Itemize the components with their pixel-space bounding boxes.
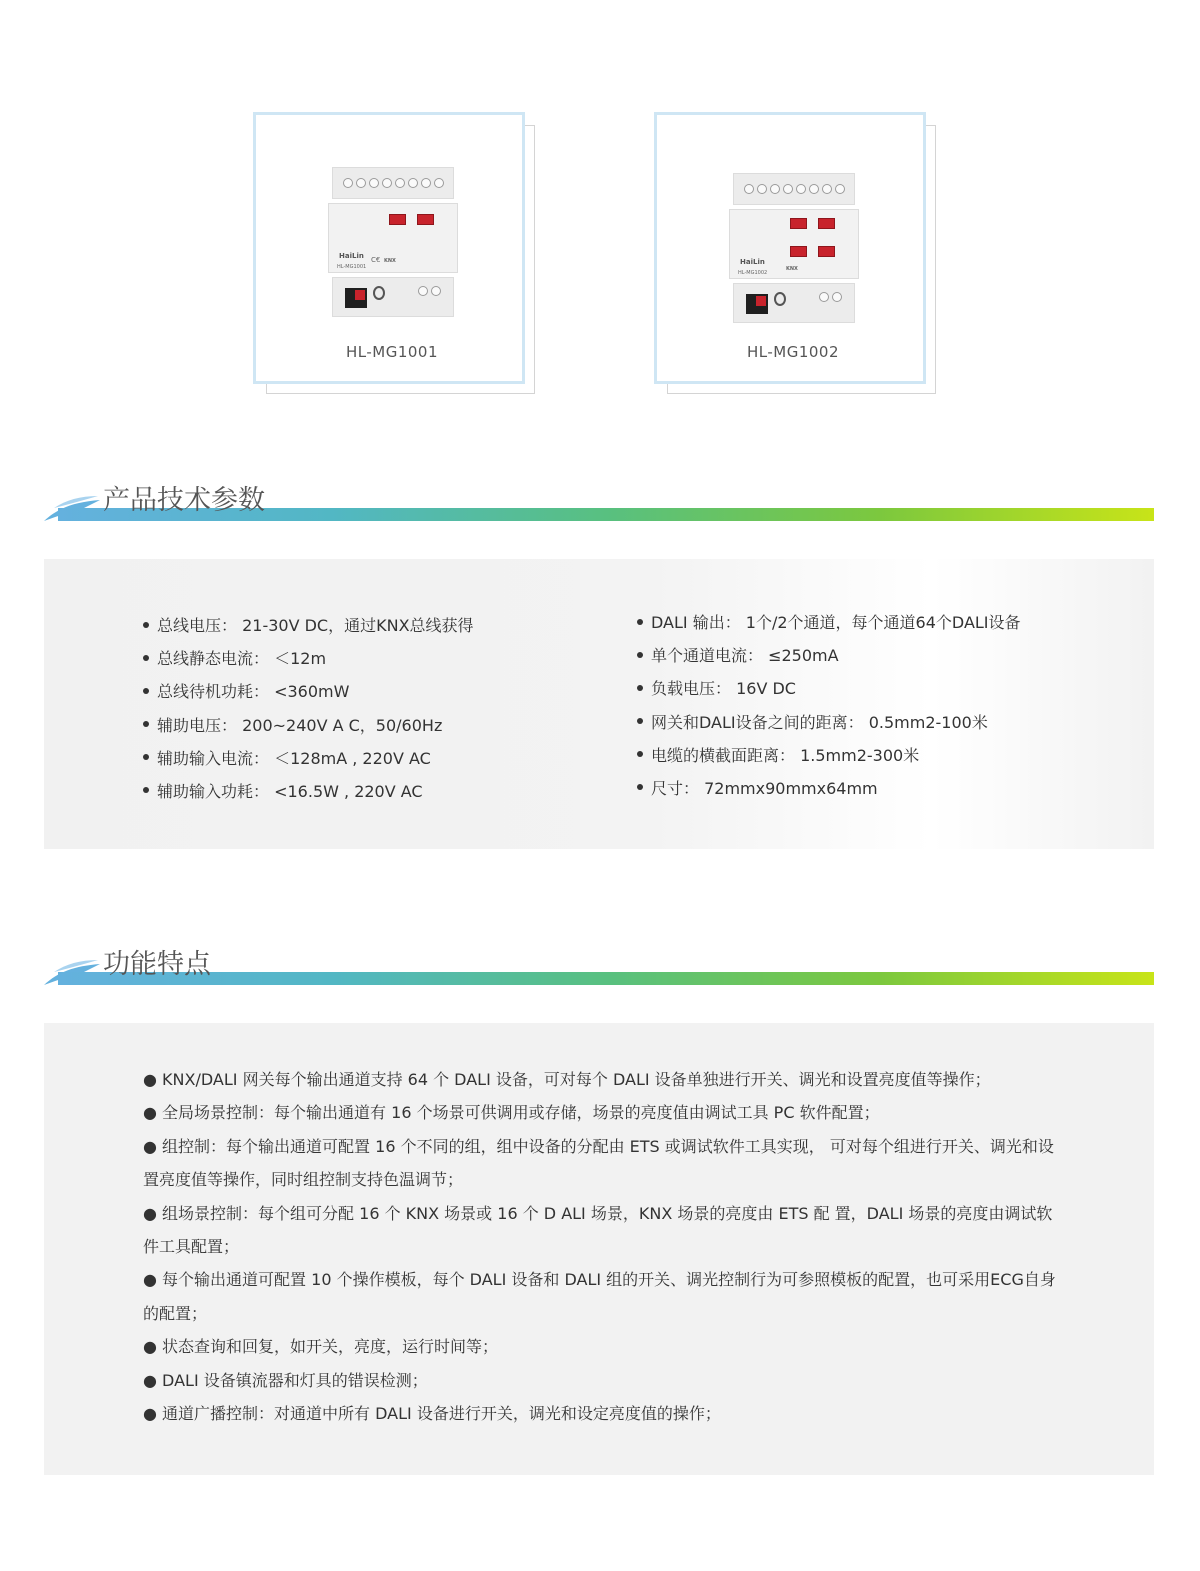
device-test-button-1 <box>790 218 807 229</box>
bullet-icon <box>637 718 643 724</box>
bullet-icon <box>637 751 643 757</box>
device-reset-button <box>417 214 434 225</box>
feature-item: ● 组控制：每个输出通道可配置 16 个不同的组，组中设备的分配由 ETS 或调试软件工具实现， 可对每个组进行开关、调光和设置亮度值等操作，同时组控制支持色温调节； <box>143 1136 1054 1190</box>
section-title: 功能特点 <box>103 949 211 980</box>
knx-logo-icon: KNX <box>786 266 798 272</box>
device-reset-button-1 <box>818 218 835 229</box>
device-top-terminals <box>733 173 855 205</box>
device-top-terminals <box>332 167 454 199</box>
device-test-button-2 <box>790 246 807 257</box>
specs-panel <box>44 559 1154 849</box>
spec-item: 单个通道电流： ≤250mA <box>637 639 1021 672</box>
bullet-icon <box>637 652 643 658</box>
spec-item: 网关和DALI设备之间的距离： 0.5mm2-100米 <box>637 706 1021 739</box>
device-model-label: HL-MG1001 <box>337 264 367 270</box>
bullet-icon <box>143 721 149 727</box>
feature-item: ● 通道广播控制：对通道中所有 DALI 设备进行开关，调光和设定亮度值的操作； <box>143 1404 721 1424</box>
bullet-icon <box>637 685 643 691</box>
card-frame <box>253 112 525 384</box>
feature-item: ● 组场景控制：每个组可分配 16 个 KNX 场景或 16 个 D ALI 场景，KNX 场景的亮度由 ETS 配 置，DALI 场景的亮度由调试软件工具配置； <box>143 1203 1053 1257</box>
device-model-label: HL-MG1002 <box>738 270 768 276</box>
device-front-panel <box>328 203 458 273</box>
bus-terminal-icon <box>746 294 768 314</box>
product-image-hl-mg1001 <box>332 167 454 319</box>
section-header-features <box>44 942 1154 986</box>
product-name[interactable]: HL-MG1001 <box>345 343 439 361</box>
feature-item: ● KNX/DALI 网关每个输出通道支持 64 个 DALI 设备，可对每个 DALI 设备单独进行开关、调光和设置亮度值等操作； <box>143 1070 991 1089</box>
bus-terminal-icon <box>345 288 367 308</box>
spec-item: DALI 输出： 1个/2个通道，每个通道64个DALI设备 <box>637 606 1021 639</box>
feature-item: ● 每个输出通道可配置 10 个操作模板，每个 DALI 设备和 DALI 组的开关、调光控制行为可参照模板的配置，也可采用ECG自身的配置； <box>143 1270 1056 1323</box>
card-frame <box>654 112 926 384</box>
device-bottom-terminals <box>332 277 454 317</box>
spec-item: 电缆的横截面距离： 1.5mm2-300米 <box>637 739 1021 772</box>
feature-item: ● DALI 设备镇流器和灯具的错误检测； <box>143 1370 428 1390</box>
product-card-hl-mg1001[interactable] <box>253 112 537 396</box>
bullet-icon <box>637 784 643 790</box>
specs-list-right <box>637 606 1021 805</box>
spec-item: 负载电压： 16V DC <box>637 672 1021 705</box>
feature-item: ● 状态查询和回复，如开关，亮度，运行时间等； <box>143 1337 499 1357</box>
bullet-icon <box>637 619 643 625</box>
product-card-hl-mg1002[interactable] <box>654 112 938 396</box>
spec-item: 总线电压： 21-30V DC，通过KNX总线获得 <box>143 609 474 642</box>
bullet-icon <box>143 688 149 694</box>
bullet-icon <box>143 787 149 793</box>
product-image-hl-mg1002 <box>733 173 855 325</box>
spec-item: 辅助输入电流： ＜128mA , 220V AC <box>143 742 474 775</box>
device-test-button <box>389 214 406 225</box>
spec-item: 总线待机功耗： <360mW <box>143 675 474 708</box>
device-brand-label: HaiLin <box>740 258 765 266</box>
spec-item: 辅助输入功耗： <16.5W , 220V AC <box>143 775 474 808</box>
product-name[interactable]: HL-MG1002 <box>746 343 840 361</box>
device-reset-button-2 <box>818 246 835 257</box>
device-front-panel <box>729 209 859 279</box>
bullet-icon <box>143 754 149 760</box>
din-clip-icon <box>774 292 786 306</box>
features-panel <box>44 1023 1154 1475</box>
section-divider-bar <box>58 972 1154 985</box>
knx-logo-icon: KNX <box>384 258 396 264</box>
device-bottom-terminals <box>733 283 855 323</box>
bullet-icon <box>143 622 149 628</box>
feature-item: ● 全局场景控制：每个输出通道有 16 个场景可供调用或存储，场景的亮度值由调试工具 PC 软件配置； <box>143 1103 880 1123</box>
section-header-specs <box>44 478 1154 522</box>
specs-list-left <box>143 609 474 808</box>
bullet-icon <box>143 655 149 661</box>
features-list <box>143 1063 1063 1430</box>
spec-item: 总线静态电流： ＜12m <box>143 642 474 675</box>
device-brand-label: HaiLin <box>339 252 364 260</box>
spec-item: 尺寸： 72mmx90mmx64mm <box>637 772 1021 805</box>
section-title: 产品技术参数 <box>103 485 265 516</box>
din-clip-icon <box>373 286 385 300</box>
spec-item: 辅助电压： 200~240V A C，50/60Hz <box>143 709 474 742</box>
ce-mark-icon: C€ <box>371 256 381 264</box>
